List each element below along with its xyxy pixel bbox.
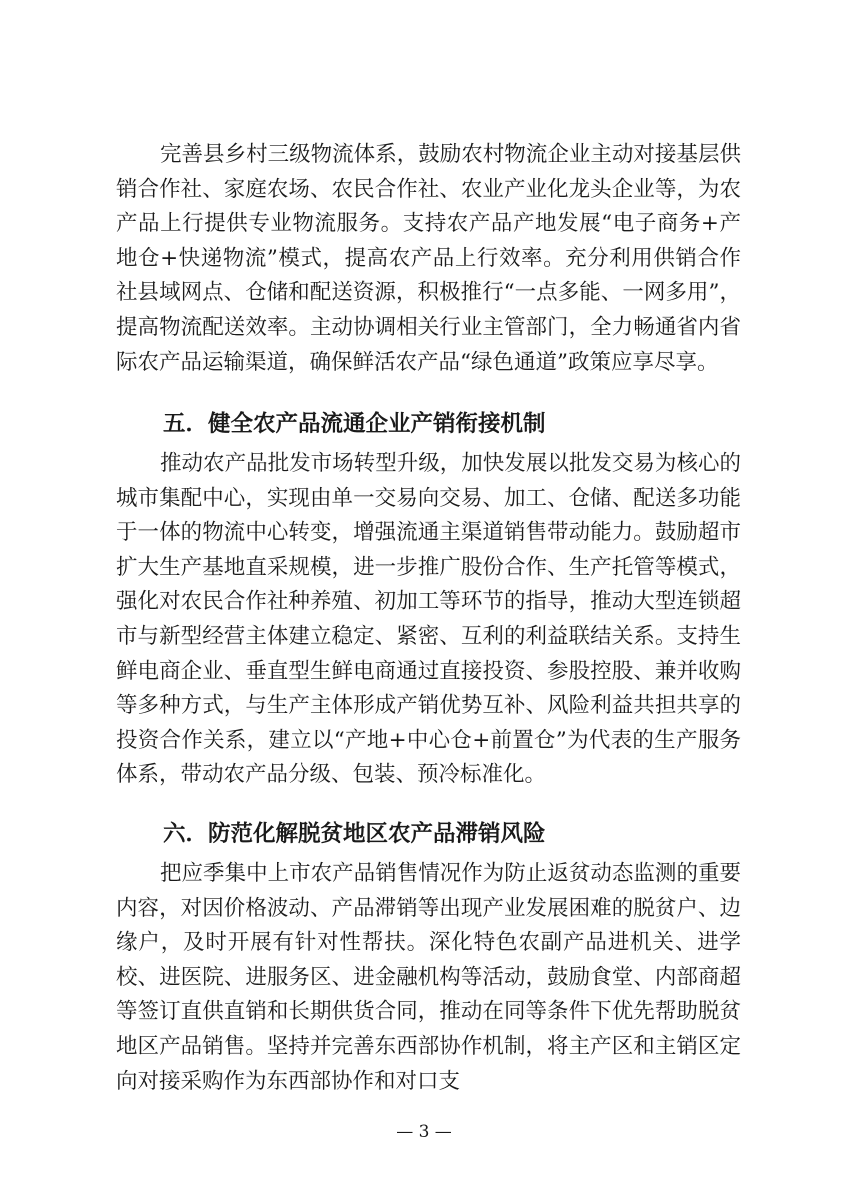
page-number: — 3 — [396,1122,452,1142]
paragraph-risk-prevention [116,857,741,1107]
paragraph-text: 完善县乡村三级物流体系，鼓励农村物流企业主动对接基层供销合作社、家庭农场、农民合作社、农业产业化龙头企业等，为农产品上行提供专业物流服务。支持农产品产地发展“电子商务+产地仓+快递物流”模式，提高农产品上行效率。充分利用供销合作社县域网点、仓储和配送资源，积极推行“一点多能、一网多用”，提高物流配送效率。主动协调相关行业主管部门，全力畅通省内省际农产品运输渠道，确保鲜活农产品“绿色通道”政策应享尽享。 [116,142,741,375]
section-heading-6: 六．防范化解脱贫地区农产品滞销风险 [163,821,546,847]
paragraph-logistics-system [116,138,741,418]
paragraph-text: 推动农产品批发市场转型升级，加快发展以批发交易为核心的城市集配中心，实现由单一交易向交易、加工、仓储、配送多功能于一体的物流中心转变，增强流通主渠道销售带动能力。鼓励超市扩大生产基地直采规模，进一步推广股份合作、生产托管等模式，强化对农民合作社种养殖、初加工等环节的指导，推动大型连锁超市与新型经营主体建立稳定、紧密、互利的利益联结关系。支持生鲜电商企业、垂直型生鲜电商通过直接投资、参股控股、兼并收购等多种方式，与生产主体形成产销优势互补、风险利益共担共享的投资合作关系，建立以“产地+中心仓+前置仓”为代表的生产服务体系，带动农产品分级、包装、预冷标准化。 [116,451,741,788]
section-heading-5: 五．健全农产品流通企业产销衔接机制 [163,411,546,437]
paragraph-supply-marketing [116,447,741,823]
paragraph-text: 把应季集中上市农产品销售情况作为防止返贫动态监测的重要内容，对因价格波动、产品滞销等出现产业发展困难的脱贫户、边缘户，及时开展有针对性帮扶。深化特色农副产品进机关、进学校、进医院、进服务区、进金融机构等活动，鼓励食堂、内部商超等签订直供直销和长期供货合同，推动在同等条件下优先帮助脱贫地区产品销售。坚持并完善东西部协作机制，将主产区和主销区定向对接采购作为东西部协作和对口支 [116,861,741,1094]
